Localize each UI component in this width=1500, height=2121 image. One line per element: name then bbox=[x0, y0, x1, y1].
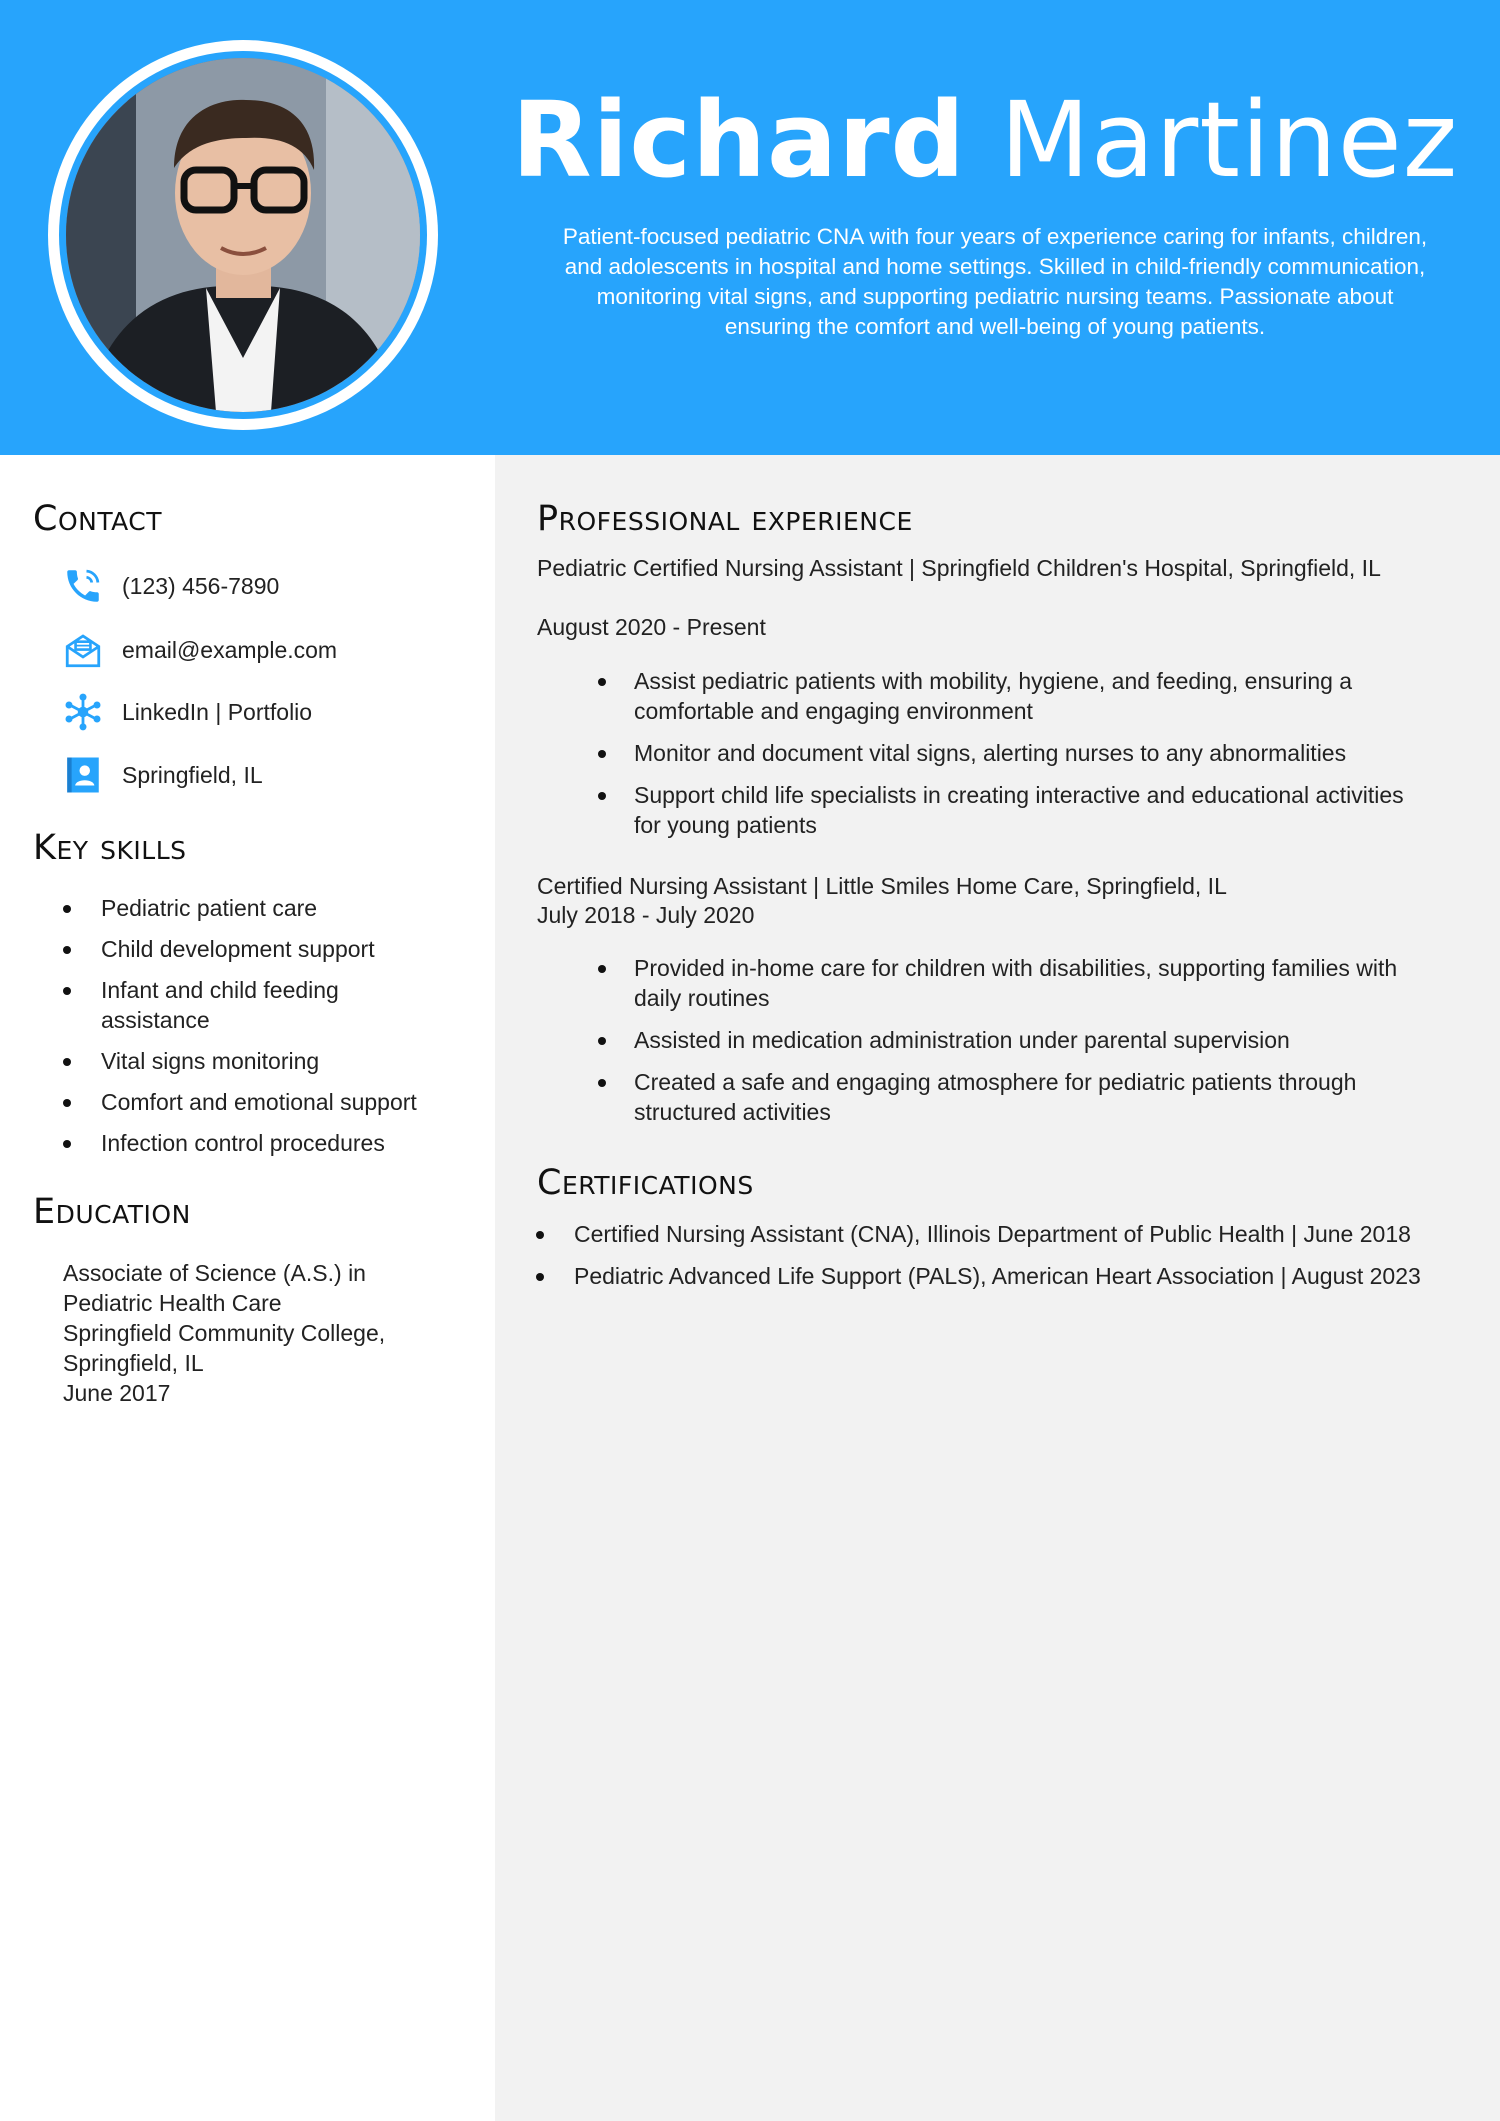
education-heading: Education bbox=[33, 1192, 191, 1232]
list-item: Comfort and emotional support bbox=[60, 1087, 460, 1117]
contact-location bbox=[60, 751, 263, 799]
profile-photo bbox=[66, 58, 420, 412]
list-item: Assisted in medication administration under parental supervision bbox=[592, 1025, 1432, 1055]
phone-text: (123) 456-7890 bbox=[122, 572, 280, 599]
list-item: Infection control procedures bbox=[60, 1128, 460, 1158]
profile-summary: Patient-focused pediatric CNA with four years of experience caring for infants, children, and adolescents in hospital and home settings. Skilled in child-friendly communication, monitoring vital signs, and supporting pediatric nursing teams. Passionate about ensuring the comfort and well-being of young patients. bbox=[562, 224, 1428, 339]
email-icon bbox=[60, 627, 106, 673]
job-dates: August 2020 - Present bbox=[537, 614, 766, 640]
profile-photo-illustration bbox=[66, 58, 420, 412]
contact-email[interactable] bbox=[60, 626, 337, 674]
skills-list bbox=[60, 893, 460, 1169]
job-duties-list bbox=[592, 666, 1432, 852]
last-name: Martinez bbox=[1000, 79, 1459, 201]
experience-heading: Professional experience bbox=[537, 499, 913, 539]
list-item: Assist pediatric patients with mobility, hygiene, and feeding, ensuring a comfortable and engaging environment bbox=[592, 666, 1432, 726]
email-text[interactable]: email@example.com bbox=[122, 636, 338, 663]
network-icon bbox=[60, 689, 106, 735]
list-item: Vital signs monitoring bbox=[60, 1046, 460, 1076]
list-item: Provided in-home care for children with disabilities, supporting families with daily routines bbox=[592, 953, 1432, 1013]
candidate-name bbox=[470, 80, 1500, 200]
list-item: Pediatric Advanced Life Support (PALS), American Heart Association | August 2023 bbox=[533, 1261, 1433, 1291]
job-heading: Certified Nursing Assistant | Little Smiles Home Care, Springfield, IL bbox=[537, 873, 1227, 899]
education-entry bbox=[63, 1258, 443, 1408]
certifications-heading: Certifications bbox=[537, 1163, 754, 1203]
education-date: June 2017 bbox=[63, 1380, 171, 1406]
job-duties-list bbox=[592, 953, 1432, 1139]
list-item: Pediatric patient care bbox=[60, 893, 460, 923]
list-item: Support child life specialists in creating interactive and educational activities for young patients bbox=[592, 780, 1432, 840]
list-item: Certified Nursing Assistant (CNA), Illinois Department of Public Health | June 2018 bbox=[533, 1219, 1433, 1249]
list-item: Monitor and document vital signs, alerting nurses to any abnormalities bbox=[592, 738, 1432, 768]
job-dates: July 2018 - July 2020 bbox=[537, 902, 755, 928]
contact-heading: Contact bbox=[33, 499, 163, 539]
job-heading: Pediatric Certified Nursing Assistant | Springfield Children's Hospital, Springfield, IL bbox=[537, 555, 1381, 581]
links-text[interactable]: LinkedIn | Portfolio bbox=[122, 698, 313, 725]
profile-photo-frame bbox=[48, 40, 438, 430]
contact-links[interactable] bbox=[60, 688, 312, 736]
phone-icon bbox=[60, 563, 106, 609]
education-school: Springfield Community College, Springfield, IL bbox=[63, 1320, 386, 1376]
list-item: Created a safe and engaging atmosphere for pediatric patients through structured activities bbox=[592, 1067, 1432, 1127]
header-banner bbox=[0, 0, 1500, 455]
location-text: Springfield, IL bbox=[122, 761, 263, 788]
education-degree: Associate of Science (A.S.) in Pediatric Health Care bbox=[63, 1260, 366, 1316]
first-name: Richard bbox=[511, 79, 966, 201]
location-card-icon bbox=[60, 752, 106, 798]
key-skills-heading: Key skills bbox=[33, 828, 187, 868]
list-item: Child development support bbox=[60, 934, 460, 964]
certifications-list bbox=[533, 1219, 1433, 1303]
contact-phone bbox=[60, 562, 279, 610]
list-item: Infant and child feeding assistance bbox=[60, 975, 391, 1035]
